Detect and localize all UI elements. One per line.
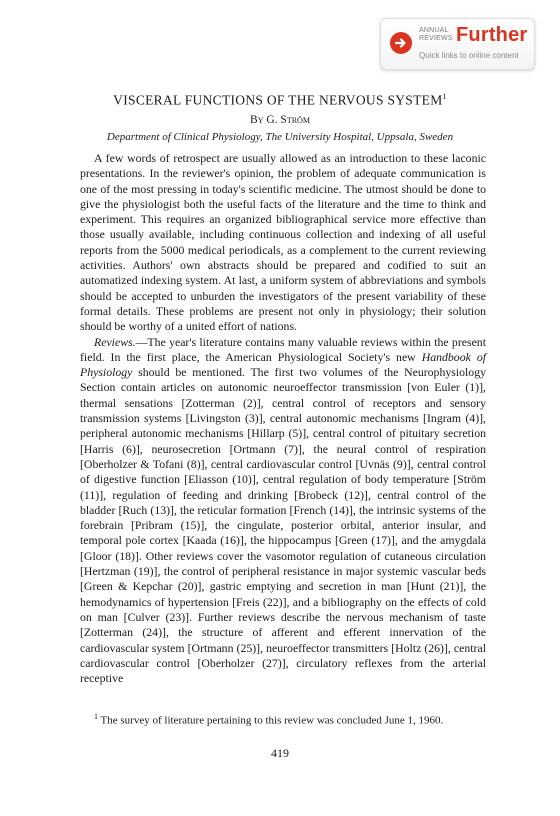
article-title: VISCERAL FUNCTIONS OF THE NERVOUS SYSTEM$^1$: [113, 92, 447, 108]
footnote-mark: 1: [94, 712, 98, 721]
footnote-text: The survey of literature pertaining to this review was concluded June 1, 1960.: [98, 714, 444, 727]
book-title: Handbook of Physiology: [80, 349, 486, 380]
section-heading-reviews: Reviews.: [94, 334, 136, 349]
annual-reviews-further-badge[interactable]: [380, 18, 535, 70]
footnote: [80, 712, 486, 727]
annual-reviews-logo: ANNUAL REVIEWS: [419, 27, 453, 42]
title-footnote-mark: 1: [442, 92, 447, 101]
article-body: [80, 151, 486, 686]
paragraph-reviews: Reviews.—The year's literature contains many valuable reviews within the present field. In the first place, the American Physiological Society's new Handbook of Physiology should be mentioned. The first two volumes of the Neurophysiology Section contain articles on autonomic neuroeffector transmission [von Euler (1)], thermal sensations [Zotterman (2)], central control of receptors and sensory transmission systems [Livingston (3)], central autonomic mechanisms [Ingram (4)], peripheral autonomic mechanisms [Hillarp (5)], central control of pituitary secretion [Harris (6)], neurosecretion [Ortmann (7)], the neural control of respiration [Oberholzer & Tofani (8)], central cardiovascular control [Uvnäs (9)], central control of digestive function [Eliasson (10)], central regulation of body temperature [Ström (11)], regulation of feeding and drinking [Brobeck (12)], central control of the bladder [Ruch (13)], the reticular formation [French (14)], the intrinsic systems of the forebrain [Pribram (15)], the cingulate, posterior orbital, anterior insular, and temporal pole cortex [Kaada (16)], the hippocampus [Green (17)], and the amygdala [Gloor (18)]. Other reviews cover the vasomotor regulation of cutaneous circulation [Hertzman (19)], the control of peripheral resistance in major systemic vascular beds [Green & Kepchar (20)], gastric emptying and secretion in man [Hunt (21)], the hemodynamics of hypertension [Freis (22)], and a bibliography on the effects of cold on man [Culver (23)]. Further reviews describe the nervous mechanism of taste [Zotterman (24)], the structure of afferent and efferent innervation of the cardiovascular system [Ortmann (25)], neuroeffector transmitters [Holtz (26)], central cardiovascular control [Oberholzer (27)], circulatory reflexes from the arterial receptive: [80, 334, 486, 686]
page-number: 419: [271, 746, 289, 760]
arrow-right-circle-icon: [390, 32, 412, 54]
further-label: Further: [456, 24, 528, 46]
author-name: G. Ström: [266, 114, 310, 126]
author-affiliation: Department of Clinical Physiology, The University Hospital, Uppsala, Sweden: [106, 131, 454, 143]
badge-subtitle: Quick links to online content: [419, 51, 519, 60]
paragraph-introduction: A few words of retrospect are usually allowed as an introduction to these laconic presentations. In the reviewer's opinion, the problem of adequate communication is one of the most pressing in today's scientific medicine. The utmost should be done to give the physiologist both the useful facts of the literature and the time to think and experiment. This requires an organized bibliographical service more effective than those usually available, including continuous collection and indexing of all useful reports from the 5000 medical periodicals, as a complement to the current reviewing activities. Authors' own abstracts should be prepared and codified to suit an automatized indexing system. At last, a uniform system of abbreviations and symbols should be accepted to unburden the investigators of the present variability of these formal details. These problems are present not only in physiology; their solution should be worthy of a united effort of nations.: [80, 151, 486, 334]
author-line: By G. Ström: [250, 114, 310, 126]
